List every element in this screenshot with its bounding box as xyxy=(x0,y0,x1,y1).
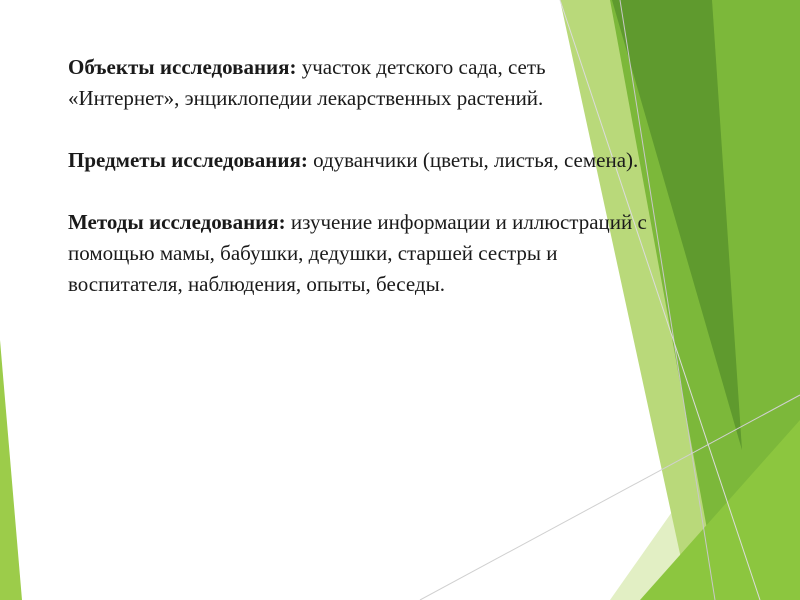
objects-label: Объекты исследования: xyxy=(68,55,297,79)
methods-text: изучение информации и иллюстраций с помощью мамы, бабушки, дедушки, старшей сестры и воспитателя, наблюдения, опыты, беседы. xyxy=(68,210,647,296)
left-edge-facet xyxy=(0,340,22,600)
methods-label: Методы исследования: xyxy=(68,210,286,234)
subjects-label: Предметы исследования: xyxy=(68,148,308,172)
subjects-text: одуванчики (цветы, листья, семена). xyxy=(307,148,639,172)
objects-paragraph xyxy=(68,52,648,114)
objects-text: участок детского сада, сеть «Интернет», энциклопедии лекарственных растений. xyxy=(68,55,546,110)
methods-paragraph xyxy=(68,207,648,300)
slide-text-body xyxy=(68,52,648,331)
subjects-paragraph xyxy=(68,145,648,176)
